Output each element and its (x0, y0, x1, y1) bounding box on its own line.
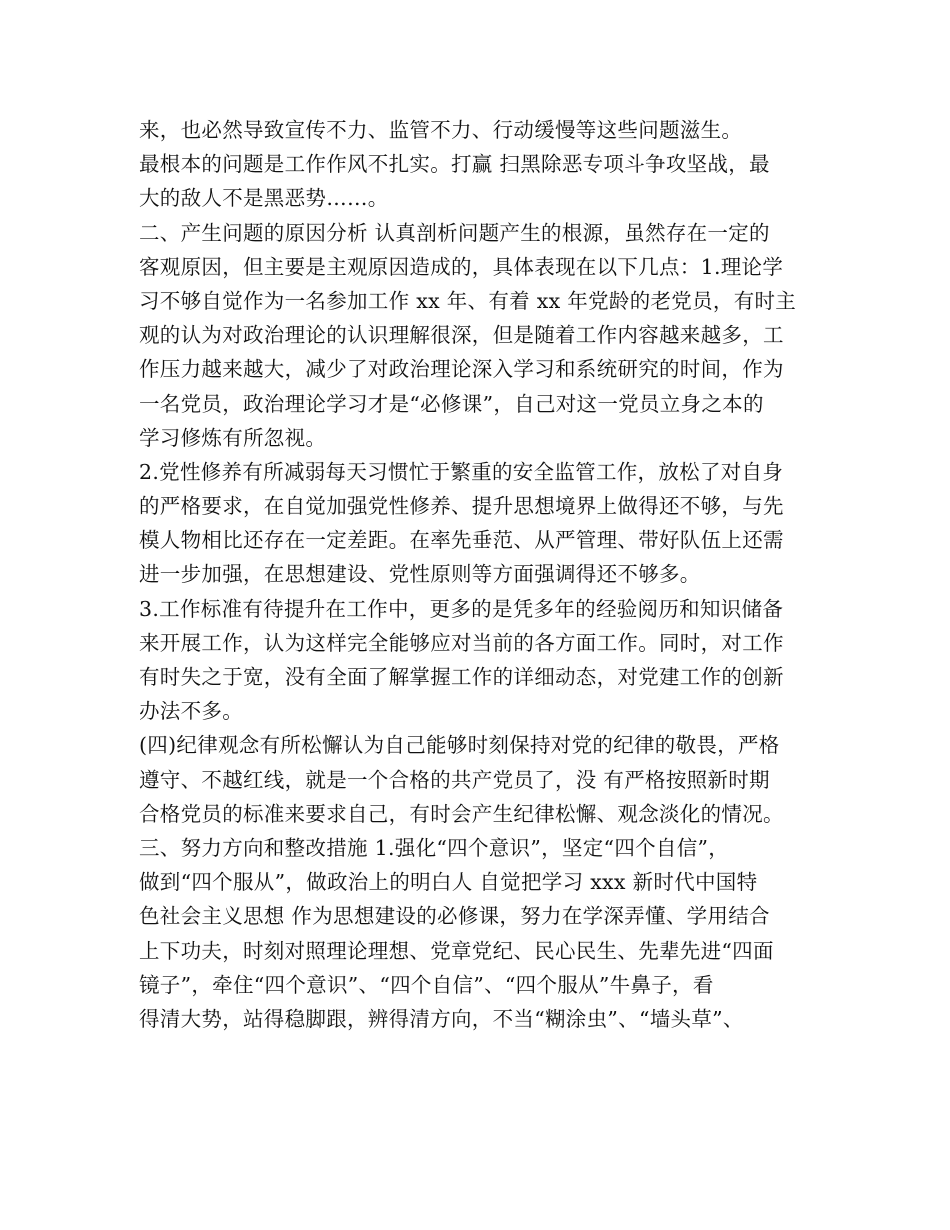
text-line: 办法不多。 (139, 699, 243, 724)
text-line: 最根本的问题是工作作风不扎实。打赢 扫黑除恶专项斗争攻坚战，最 (139, 152, 770, 177)
text-line: 上下功夫，时刻对照理论理想、党章党纪、民心民生、先辈先进“四面 (139, 938, 774, 963)
text-line: 来，也必然导致宣传不力、监管不力、行动缓慢等这些问题滋生。 (139, 118, 743, 142)
text-line: 观的认为对政治理论的认识理解很深，但是随着工作内容越来越多，工 (139, 323, 784, 348)
section-heading-line: 二、产生问题的原因分析 认真剖析问题产生的根源，虽然存在一定的 (139, 220, 770, 245)
text-line: 模人物相比还存在一定差距。在率先垂范、从严管理、带好队伍上还需 (139, 528, 784, 553)
text-line: 做到“四个服从”，做政治上的明白人 自觉把学习 xxx 新时代中国特 (139, 870, 758, 895)
text-line: 有时失之于宽，没有全面了解掌握工作的详细动态，对党建工作的创新 (139, 665, 784, 689)
text-line: 学习修炼有所忽视。 (139, 425, 327, 450)
text-line: 一名党员，政治理论学习才是“必修课”，自己对这一党员立身之本的 (139, 391, 764, 416)
text-line: 3.工作标准有待提升在工作中，更多的是凭多年的经验阅历和知识储备 (139, 596, 784, 621)
document-body (139, 113, 815, 1036)
text-line: 的严格要求，在自觉加强党性修养、提升思想境界上做得还不够，与先 (139, 494, 784, 519)
text-line: 得清大势，站得稳脚跟，辨得清方向，不当“糊涂虫”、“墙头草”、 (139, 1006, 744, 1031)
text-line: 客观原因，但主要是主观原因造成的，具体表现在以下几点：1.理论学 (139, 254, 784, 279)
text-line: 来开展工作，认为这样完全能够应对当前的各方面工作。同时，对工作 (139, 630, 784, 655)
text-line: 2.党性修养有所减弱每天习惯忙于繁重的安全监管工作，放松了对自身 (139, 459, 784, 484)
section-heading-line: 三、努力方向和整改措施 1.强化“四个意识”，坚定“四个自信”， (139, 835, 730, 860)
text-line: 大的敌人不是黑恶势……。 (139, 186, 389, 211)
text-line: 作压力越来越大，减少了对政治理论深入学习和系统研究的时间，作为 (139, 357, 784, 382)
text-line: 合格党员的标准来要求自己，有时会产生纪律松懈、观念淡化的情况。 (139, 801, 784, 826)
text-line: 进一步加强，在思想建设、党性原则等方面强调得还不够多。 (139, 562, 701, 587)
text-line: 遵守、不越红线，就是一个合格的共产党员了，没 有严格按照新时期 (139, 767, 770, 792)
text-line: 镜子”，牵住“四个意识”、“四个自信”、“四个服从”牛鼻子，看 (139, 972, 714, 997)
text-line: 色社会主义思想 作为思想建设的必修课，努力在学深弄懂、学用结合 (139, 904, 770, 929)
text-line: 习不够自觉作为一名参加工作 xx 年、有着 xx 年党龄的老党员，有时主 (139, 288, 797, 313)
text-line: (四)纪律观念有所松懈认为自己能够时刻保持对党的纪律的敬畏，严格 (139, 733, 780, 758)
